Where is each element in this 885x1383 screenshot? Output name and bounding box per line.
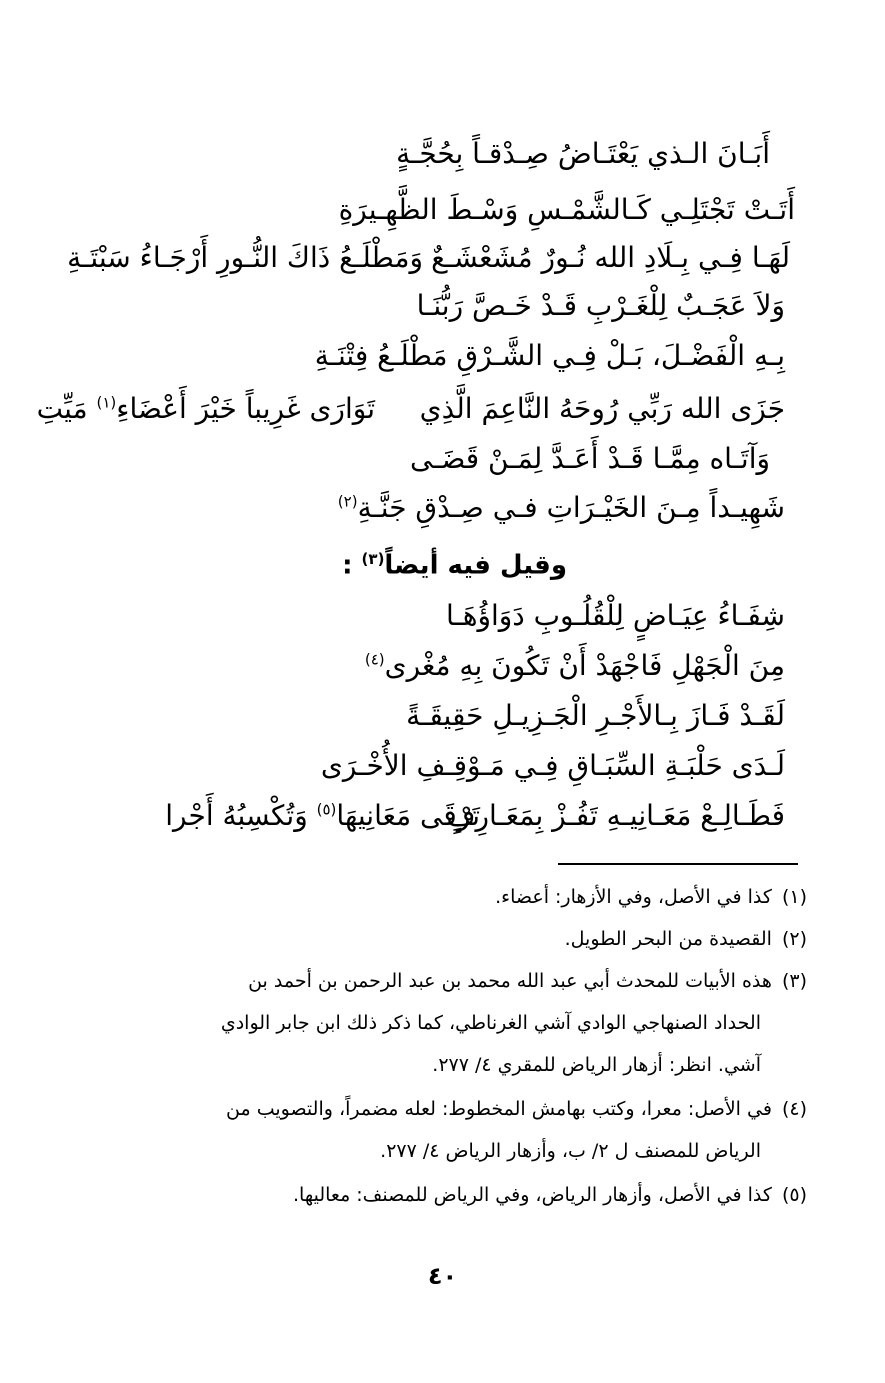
page-number: ٤٠: [427, 1262, 458, 1290]
poem1-line-1: أَبَـانَ الـذي يَعْتَـاضُ صِـدْقـاً بِحُجَّـةٍ: [396, 137, 770, 170]
poem2-line-2: مِنَ الْجَهْلِ فَاجْهَدْ أَنْ تَكُونَ بِهِ مُغْرى$^{(٤)}$: [364, 649, 785, 682]
poem2-line-3: لَقَـدْ فَـازَ بِـالأَجْـرِ الْجَـزِيـلِ حَقِيقَـةً: [406, 699, 785, 732]
footnote-3-line-2: الحداد الصنهاجي الوادي آشي الغرناطي، كما ذكر ذلك ابن جابر الوادي: [220, 1012, 761, 1034]
poem1-line-4: وَلاَ عَجَـبٌ لِلْغَـرْبِ قَـدْ خَـصَّ رَبُّنَـا: [416, 289, 785, 322]
poem1-line-6b: تَوَارَى غَرِيباً خَيْرَ أَعْضَاءِ$^{(١)}$ مَيِّتِ: [36, 392, 375, 425]
poem2-line-5a: فَطَـالِـعْ مَعَـانِيـهِ تَفُـزْ بِمَعَـارِفٍ: [446, 799, 785, 832]
poem2-line-4: لَـدَى حَلْبَـةِ السِّبَـاقِ فِـي مَـوْقِـفِ الأُخْـرَى: [320, 749, 785, 782]
poem2-line-1: شِفَـاءُ عِيَـاضٍ لِلْقُلُـوبِ دَوَاؤُهَـا: [445, 599, 785, 632]
footnote-3-line-3: آشي. انظر: أزهار الرياض للمقري ٤/ ٢٧٧.: [432, 1054, 761, 1076]
poem1-line-8: شَهِيـداً مِـنَ الخَيْـرَاتِ فـي صِـدْقِ جَنَّـةِ$^{(٢)}$: [337, 491, 785, 524]
footnote-4-line-2: الرياض للمصنف ل ٢/ ب، وأزهار الرياض ٤/ ٢٧٧.: [380, 1140, 761, 1162]
footnote-number: (٣): [781, 970, 807, 992]
footnote-ref-3[interactable]: (٣): [361, 550, 385, 568]
poem1-line-2: أَتَـتْ تَجْتَلِـي كَـالشَّمْـسِ وَسْـطَ الظَّهِـيرَةِ: [338, 193, 795, 226]
footnote-3: (٣)هذه الأبيات للمحدث أبي عبد الله محمد بن عبد الرحمن بن أحمد بن: [248, 970, 807, 992]
footnote-number: (٤): [781, 1098, 807, 1120]
footnote-number: (١): [781, 886, 807, 908]
poem1-line-3b: وَمَطْلَـعُ ذَاكَ النُّـورِ أَرْجَـاءُ سَبْتَـةِ: [67, 241, 423, 274]
footnote-4: (٤)في الأصل: معرا، وكتب بهامش المخطوط: لعله مضمراً، والتصويب من: [226, 1098, 807, 1120]
poem1-line-5: بِـهِ الْفَضْـلَ، بَـلْ فِـي الشَّـرْقِ مَطْلَـعُ فِتْنَـةِ: [314, 339, 785, 372]
footnote-2: (٢)القصيدة من البحر الطويل.: [564, 928, 807, 950]
poem1-line-6a: جَزَى الله رَبِّي رُوحَهُ النَّاعِمَ الَّذِي: [419, 392, 785, 425]
footnote-number: (٥): [781, 1184, 807, 1206]
section-heading: وقيل فيه أيضاً$^{(٣)}$ :: [342, 550, 567, 581]
footnote-ref-4[interactable]: (٤): [364, 650, 385, 669]
footnote-number: (٢): [781, 928, 807, 950]
footnote-divider: [558, 863, 798, 865]
poem1-line-7: وَآتَـاه مِمَّـا قَـدْ أَعَـدَّ لِمَـنْ قَضَـى: [409, 442, 770, 475]
footnote-ref-5[interactable]: (٥): [316, 800, 337, 819]
footnote-1: (١)كذا في الأصل، وفي الأزهار: أعضاء.: [495, 886, 807, 908]
footnote-ref-1[interactable]: (١): [96, 393, 117, 412]
footnote-5: (٥)كذا في الأصل، وأزهار الرياض، وفي الرياض للمصنف: معاليها.: [293, 1184, 807, 1206]
poem1-line-3a: لَهَـا فِـي بِـلَادِ الله نُـورٌ مُشَعْشَـعٌ: [431, 241, 790, 274]
poem2-line-5b: تَرْقَى مَعَانِيهَا$^{(٥)}$ وَتُكْسِبُهُ أَجْرا: [165, 799, 480, 832]
footnote-ref-2[interactable]: (٢): [337, 492, 358, 511]
